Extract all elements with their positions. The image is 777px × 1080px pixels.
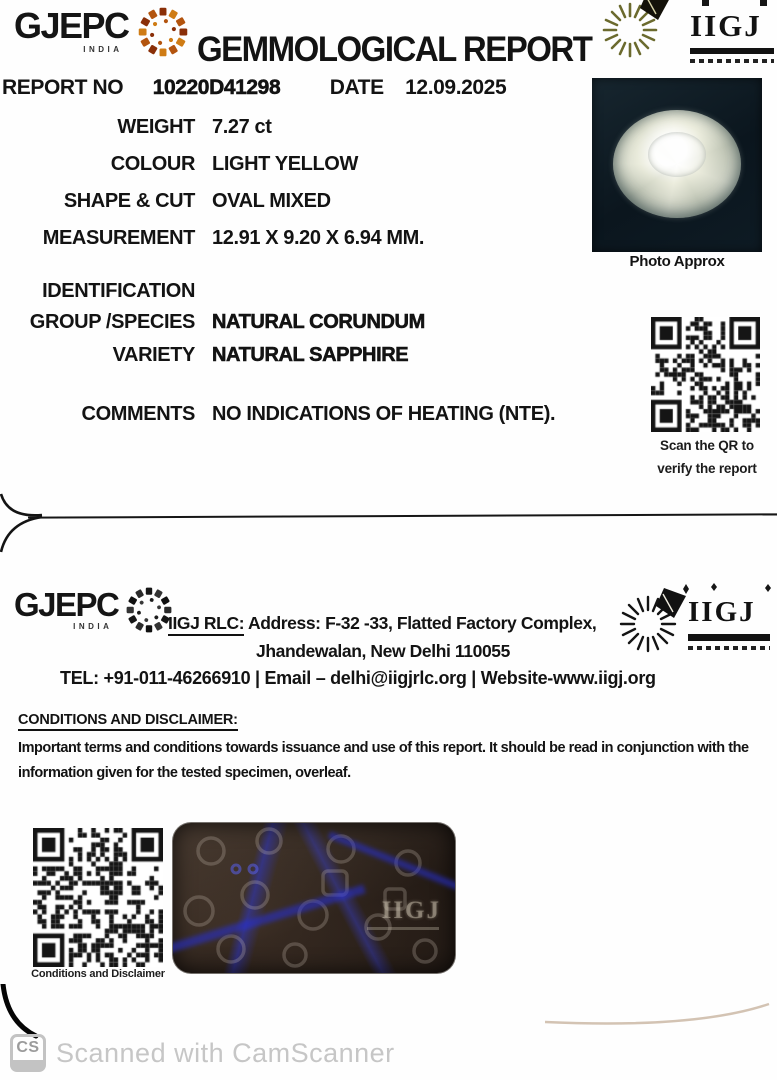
gemstone-image bbox=[613, 110, 741, 218]
report-no-value: 10220D41298 bbox=[152, 76, 281, 99]
gjepc-logo-text-block bbox=[14, 5, 129, 54]
gjepc-emblem-icon bbox=[125, 585, 173, 635]
disclaimer-qr-code bbox=[33, 828, 163, 967]
field-row-weight bbox=[0, 116, 600, 142]
address-line2: Jhandewalan, New Delhi 110055 bbox=[256, 641, 510, 661]
address-line1-text: Address: F-32 -33, Flatted Factory Complex, bbox=[247, 613, 597, 633]
iigj-logo-tagline bbox=[688, 646, 770, 650]
gjepc-logo-text: GJEPC bbox=[14, 5, 129, 46]
sparkle-marks bbox=[682, 582, 774, 596]
identification-heading-row bbox=[0, 280, 600, 306]
hologram-watermark-bar bbox=[367, 927, 439, 930]
gjepc-logo bbox=[14, 5, 189, 59]
camscanner-badge-fill bbox=[13, 1060, 43, 1069]
camscanner-badge-label: CS bbox=[16, 1039, 40, 1056]
field-row-measurement bbox=[0, 227, 600, 253]
gjepc-emblem-icon bbox=[137, 5, 189, 59]
starburst-icon bbox=[596, 0, 688, 72]
address-line1 bbox=[168, 613, 596, 634]
verify-qr-caption-line1: Scan the QR to bbox=[660, 438, 754, 453]
hologram-sticker bbox=[173, 823, 455, 973]
gjepc-logo-country: INDIA bbox=[73, 622, 113, 631]
verify-qr-caption bbox=[637, 434, 777, 480]
verify-qr-caption-line2: verify the report bbox=[657, 461, 757, 476]
field-value: NATURAL SAPPHIRE bbox=[212, 344, 409, 366]
field-value: OVAL MIXED bbox=[212, 190, 331, 212]
field-row-group-species bbox=[0, 311, 600, 337]
field-label: MEASUREMENT bbox=[42, 227, 195, 249]
iigj-logo-tagline bbox=[690, 59, 774, 63]
iigj-logo-text: IIGJ bbox=[690, 8, 762, 43]
comments-label: COMMENTS bbox=[81, 403, 195, 425]
gjepc-logo-country: INDIA bbox=[83, 45, 123, 54]
gjepc-logo bbox=[14, 588, 173, 635]
cropped-script-marks bbox=[698, 0, 774, 8]
iigj-logo bbox=[598, 0, 777, 80]
field-label: VARIETY bbox=[112, 344, 195, 366]
field-value: 7.27 ct bbox=[212, 116, 272, 138]
photo-caption: Photo Approx bbox=[629, 253, 725, 270]
field-label: GROUP /SPECIES bbox=[29, 311, 195, 333]
comments-value: NO INDICATIONS OF HEATING (NTE). bbox=[212, 403, 556, 425]
field-value: NATURAL CORUNDUM bbox=[212, 311, 425, 333]
camscanner-badge bbox=[10, 1034, 46, 1072]
date-label: DATE bbox=[329, 76, 384, 99]
card-edge-shadow-arc bbox=[545, 1002, 771, 1028]
contact-line: TEL: +91-011-46266910 | Email – delhi@iigjrlc.org | Website-www.iigj.org bbox=[60, 668, 656, 688]
disclaimer-text: Important terms and conditions towards issuance and use of this report. It should be read in conjunction with the information given for the tested specimen, overleaf. bbox=[18, 740, 749, 781]
date-value: 12.09.2025 bbox=[405, 76, 507, 99]
field-row-variety bbox=[0, 344, 600, 370]
card-edge-curl bbox=[0, 492, 44, 554]
card-divider-line bbox=[28, 513, 777, 518]
gjepc-logo-text: GJEPC bbox=[14, 586, 119, 623]
iigj-rlc-heading: IIGJ RLC: bbox=[168, 613, 244, 636]
camscanner-watermark-text: Scanned with CamScanner bbox=[56, 1038, 395, 1068]
iigj-logo-bar bbox=[688, 634, 770, 641]
iigj-logo bbox=[618, 582, 776, 664]
field-label: WEIGHT bbox=[117, 116, 195, 138]
hologram-iigj-watermark: IIGJ bbox=[381, 897, 441, 924]
report-meta-line bbox=[2, 76, 506, 100]
comments-row bbox=[0, 403, 600, 429]
iigj-logo-bar bbox=[690, 48, 774, 54]
disclaimer-heading: CONDITIONS AND DISCLAIMER: bbox=[18, 712, 238, 731]
field-row-colour bbox=[0, 153, 600, 179]
report-no-label: REPORT NO bbox=[2, 76, 124, 99]
gjepc-logo-text-block bbox=[14, 588, 118, 631]
field-value: LIGHT YELLOW bbox=[212, 153, 358, 175]
verify-qr-code bbox=[651, 317, 760, 432]
field-value: 12.91 X 9.20 X 6.94 MM. bbox=[212, 227, 425, 249]
disclaimer-qr-caption: Conditions and Disclaimer bbox=[31, 968, 165, 980]
field-row-shape-cut bbox=[0, 190, 600, 216]
iigj-logo-text: IIGJ bbox=[688, 596, 756, 628]
field-label: COLOUR bbox=[110, 153, 195, 175]
field-label: SHAPE & CUT bbox=[63, 190, 195, 212]
identification-heading: IDENTIFICATION bbox=[42, 280, 195, 302]
page-title: GEMMOLOGICAL REPORT bbox=[197, 29, 592, 69]
gem-photo bbox=[592, 78, 762, 252]
